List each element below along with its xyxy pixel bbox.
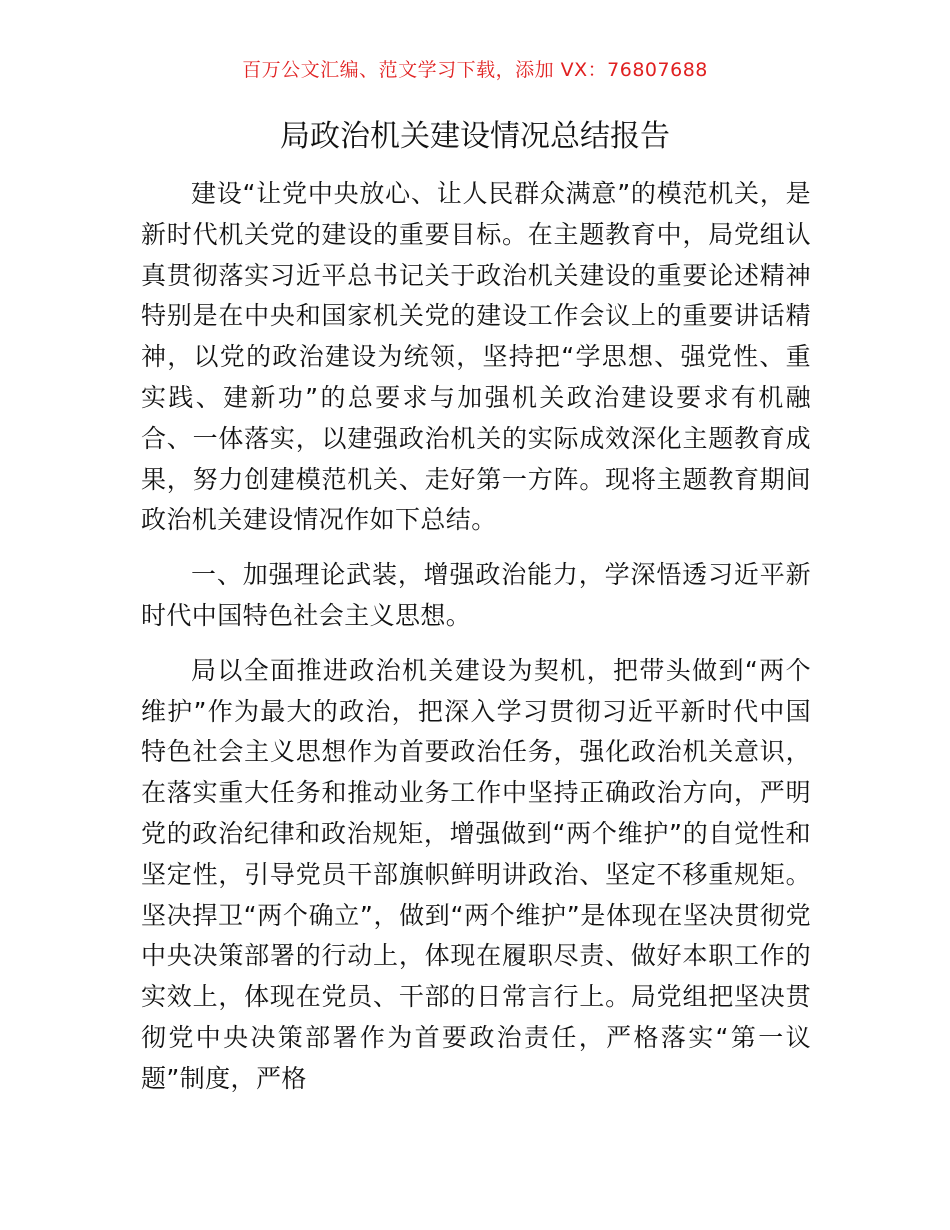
document-body [141,174,811,1100]
paragraph-section-body: 局以全面推进政治机关建设为契机，把带头做到“两个维护”作为最大的政治，把深入学习贯彻习近平新时代中国特色社会主义思想作为首要政治任务，强化政治机关意识，在落实重大任务和推动业务工作中坚持正确政治方向，严明党的政治纪律和政治规矩，增强做到“两个维护”的自觉性和坚定性，引导党员干部旗帜鲜明讲政治、坚定不移重规矩。坚决捍卫“两个确立”，做到“两个维护”是体现在坚决贯彻党中央决策部署的行动上，体现在履职尽责、做好本职工作的实效上，体现在党员、干部的日常言行上。局党组把坚决贯彻党中央决策部署作为首要政治责任，严格落实“第一议题”制度，严格 [141,655,811,1093]
paragraph-intro: 建设“让党中央放心、让人民群众满意”的模范机关，是新时代机关党的建设的重要目标。在主题教育中，局党组认真贯彻落实习近平总书记关于政治机关建设的重要论述精神特别是在中央和国家机关党的建设工作会议上的重要讲话精神，以党的政治建设为统领，坚持把“学思想、强党性、重实践、建新功”的总要求与加强机关政治建设要求有机融合、一体落实，以建强政治机关的实际成效深化主题教育成果，努力创建模范机关、走好第一方阵。现将主题教育期间政治机关建设情况作如下总结。 [141,179,811,535]
paragraph-section-heading: 一、加强理论武装，增强政治能力，学深悟透习近平新时代中国特色社会主义思想。 [141,560,811,630]
promo-header: 百万公文汇编、范文学习下载，添加 VX：76807688 [242,59,708,81]
document-title: 局政治机关建设情况总结报告 [280,119,670,154]
